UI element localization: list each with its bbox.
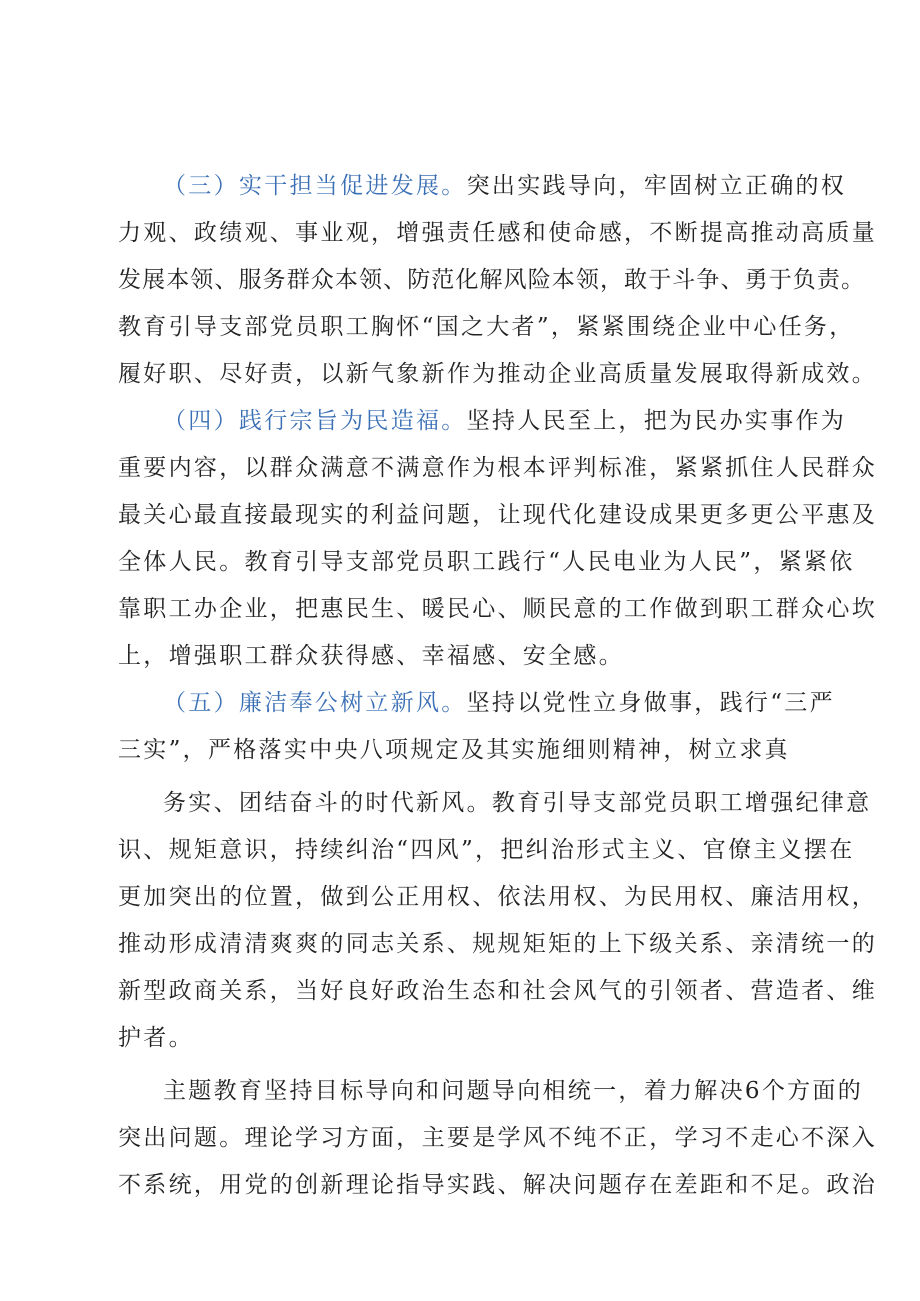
p5-heading: （五）廉洁奉公树立新风。 (163, 690, 467, 716)
p6-line-1: 主题教育坚持目标导向和问题导向相统一，着力解决6个方面的 (163, 1078, 864, 1104)
p3-line-3: 发展本领、服务群众本领、防范化解风险本领，敢于斗争、勇于负责。 (118, 267, 866, 293)
p5-line-7: 新型政商关系，当好良好政治生态和社会风气的引领者、营造者、维 (118, 978, 877, 1004)
p4-line-5: 靠职工办企业，把惠民生、暖民心、顺民意的工作做到职工群众心坎 (118, 596, 877, 622)
p5-line-1-text: 坚持以党性立身做事，践行“三严 (466, 690, 835, 716)
p5-line-3: 务实、团结奋斗的时代新风。教育引导支部党员职工增强纪律意 (163, 790, 872, 816)
p5-line-8: 护者。 (118, 1025, 194, 1051)
p5-line-4: 识、规矩意识，持续纠治“四风”，把纠治形式主义、官僚主义摆在 (118, 837, 855, 863)
p3-line-5: 履好职、尽好责，以新气象新作为推动企业高质量发展取得新成效。 (118, 361, 877, 387)
p3-line-1-text: 突出实践导向，牢固树立正确的权 (466, 173, 847, 199)
p4-line-2: 重要内容，以群众满意不满意作为根本评判标准，紧紧抓住人民群众 (118, 455, 877, 481)
p6-line-2: 突出问题。理论学习方面，主要是学风不纯不正，学习不走心不深入 (118, 1125, 877, 1151)
p4-line-4: 全体人民。教育引导支部党员职工践行“人民电业为人民”，紧紧依 (118, 549, 855, 575)
p4-line-3: 最关心最直接最现实的利益问题，让现代化建设成果更多更公平惠及 (118, 502, 877, 528)
p4-line-1 (163, 406, 846, 436)
p6-line-3: 不系统，用党的创新理论指导实践、解决问题存在差距和不足。政治 (118, 1172, 877, 1198)
p5-line-6: 推动形成清清爽爽的同志关系、规规矩矩的上下级关系、亲清统一的 (118, 931, 877, 957)
p3-line-4: 教育引导支部党员职工胸怀“国之大者”，紧紧围绕企业中心任务， (118, 314, 855, 340)
p5-line-1 (163, 688, 835, 718)
p3-line-1 (163, 171, 846, 201)
p4-heading: （四）践行宗旨为民造福。 (163, 408, 467, 434)
p5-line-5: 更加突出的位置，做到公正用权、依法用权、为民用权、廉洁用权， (118, 884, 877, 910)
p3-line-2: 力观、政绩观、事业观，增强责任感和使命感，不断提高推动高质量 (118, 220, 877, 246)
p3-heading: （三）实干担当促进发展。 (163, 173, 467, 199)
p4-line-1-text: 坚持人民至上，把为民办实事作为 (466, 408, 847, 434)
p5-line-2: 三实”，严格落实中央八项规定及其实施细则精神，树立求真 (118, 737, 790, 763)
p4-line-6: 上，增强职工群众获得感、幸福感、安全感。 (118, 643, 624, 669)
